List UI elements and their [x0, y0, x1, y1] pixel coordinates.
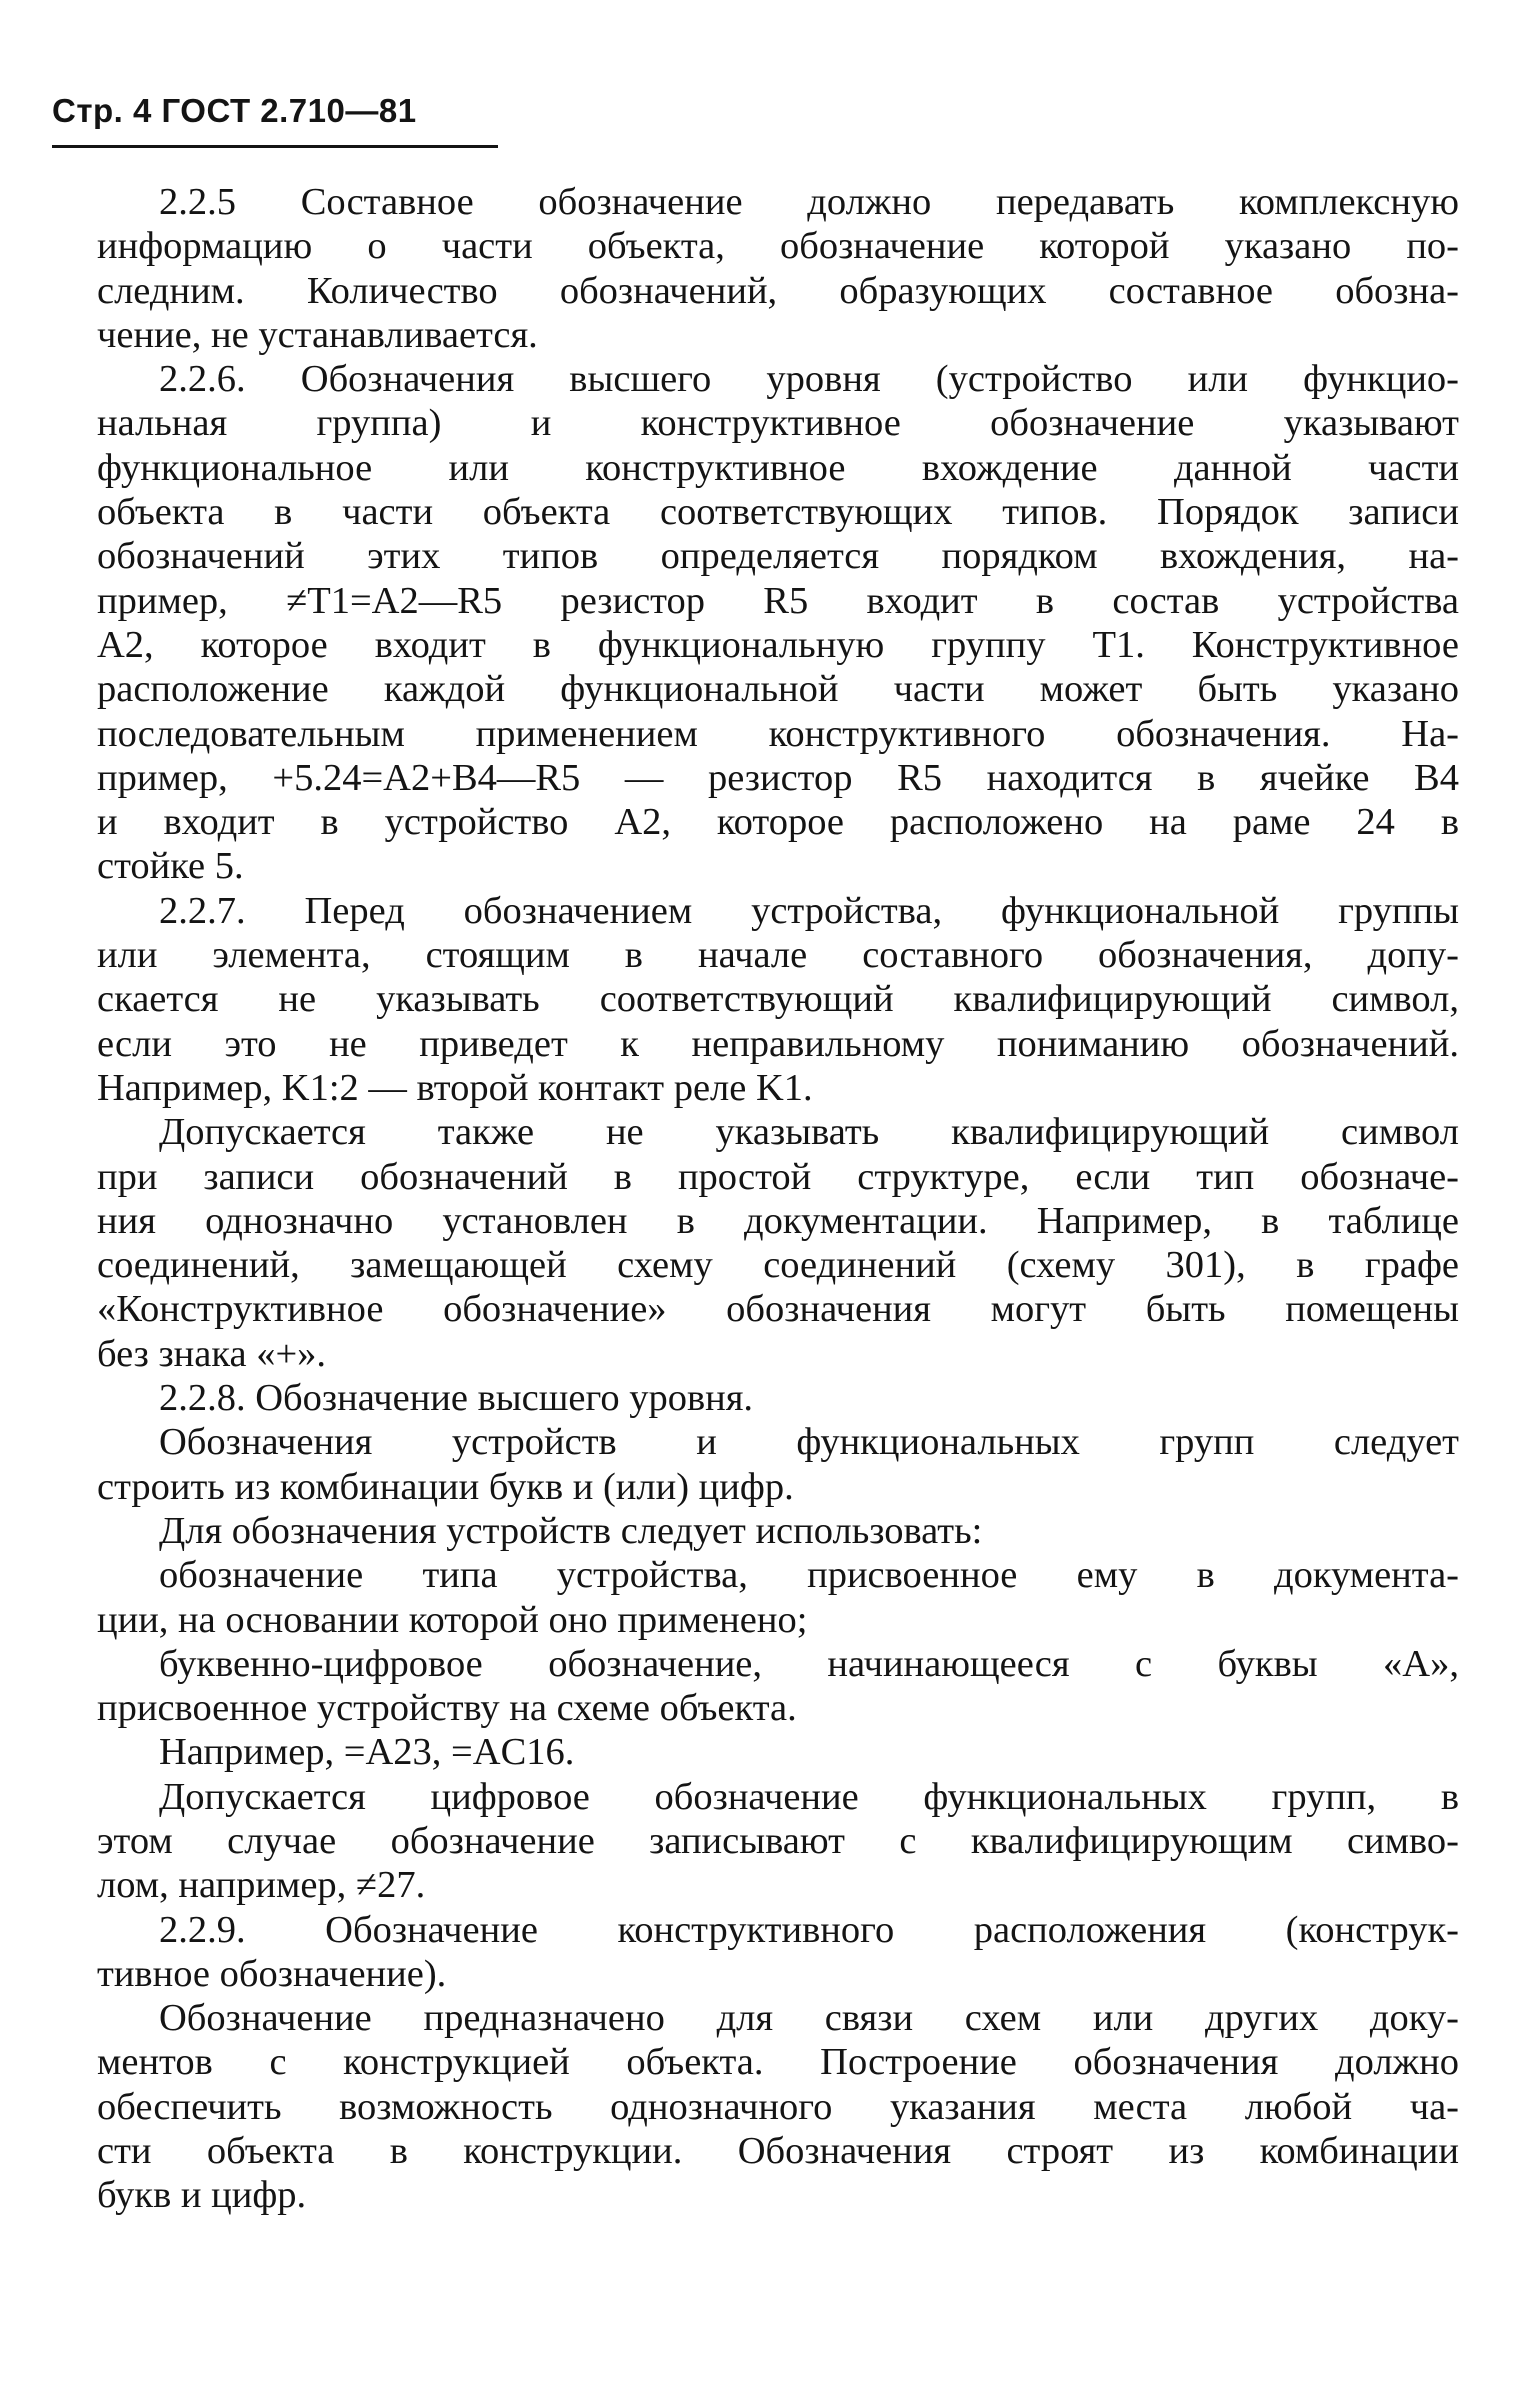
- text-line: обозначение типа устройства, присвоенное ему в документа-: [159, 1554, 1459, 1597]
- text-line: обозначений этих типов определяется порядком вхождения, на-: [97, 535, 1459, 578]
- text-line: буквенно-цифровое обозначение, начинающееся с буквы «А»,: [159, 1642, 1459, 1685]
- text-line: пример, ≠T1=A2—R5 резистор R5 входит в состав устройства: [97, 579, 1459, 622]
- text-line: 2.2.6. Обозначения высшего уровня (устройство или функцио-: [159, 358, 1459, 401]
- text-line: Обозначение предназначено для связи схем или других доку-: [159, 1997, 1459, 2040]
- text-line: Обозначения устройств и функциональных групп следует: [159, 1421, 1459, 1464]
- text-line: пример, +5.24=A2+B4—R5 — резистор R5 находится в ячейке B4: [97, 756, 1459, 799]
- text-line: информацию о части объекта, обозначение которой указано по-: [97, 225, 1459, 268]
- text-line: Например, =A23, =AC16.: [159, 1731, 575, 1774]
- text-line: стойке 5.: [97, 845, 244, 888]
- text-line: 2.2.9. Обозначение конструктивного расположения (конструк-: [159, 1908, 1459, 1951]
- text-line: 2.2.5 Составное обозначение должно передавать комплексную: [159, 181, 1459, 223]
- text-line: если это не приведет к неправильному пониманию обозначений.: [97, 1022, 1459, 1065]
- text-line: последовательным применением конструктивного обозначения. На-: [97, 712, 1459, 755]
- text-line: строить из комбинации букв и (или) цифр.: [97, 1465, 794, 1508]
- text-line: 2.2.8. Обозначение высшего уровня.: [159, 1377, 754, 1420]
- text-line: этом случае обозначение записывают с квалифицирующим симво-: [97, 1819, 1459, 1862]
- page-header: Стр. 4 ГОСТ 2.710—81: [52, 92, 417, 129]
- text-line: сти объекта в конструкции. Обозначения строят из комбинации: [97, 2130, 1459, 2173]
- text-line: A2, которое входит в функциональную группу T1. Конструктивное: [97, 623, 1459, 666]
- text-line: следним. Количество обозначений, образующих составное обозна-: [97, 269, 1459, 312]
- text-line: Допускается цифровое обозначение функциональных групп, в: [159, 1775, 1459, 1818]
- header-rule: [52, 145, 498, 148]
- document-body: [97, 180, 1459, 2218]
- text-line: скается не указывать соответствующий квалифицирующий символ,: [97, 978, 1459, 1021]
- text-line: или элемента, стоящим в начале составного обозначения, допу-: [97, 934, 1459, 977]
- text-line: расположение каждой функциональной части может быть указано: [97, 668, 1459, 711]
- text-line: Для обозначения устройств следует использовать:: [159, 1509, 983, 1552]
- text-line: Допускается также не указывать квалифицирующий символ: [159, 1111, 1459, 1154]
- text-line: 2.2.7. Перед обозначением устройства, функциональной группы: [159, 889, 1459, 932]
- text-line: чение, не устанавливается.: [97, 313, 538, 356]
- text-line: объекта в части объекта соответствующих типов. Порядок записи: [97, 491, 1459, 534]
- text-line: ции, на основании которой оно применено;: [97, 1598, 808, 1641]
- text-line: лом, например, ≠27.: [97, 1864, 426, 1907]
- text-line: ния однозначно установлен в документации. Например, в таблице: [97, 1199, 1459, 1242]
- text-line: нальная группа) и конструктивное обозначение указывают: [97, 402, 1459, 445]
- text-line: «Конструктивное обозначение» обозначения могут быть помещены: [97, 1288, 1459, 1331]
- text-line: соединений, замещающей схему соединений (схему 301), в графе: [97, 1244, 1459, 1287]
- text-line: обеспечить возможность однозначного указания места любой ча-: [97, 2085, 1459, 2128]
- text-line: при записи обозначений в простой структуре, если тип обозначе-: [97, 1155, 1459, 1198]
- text-line: букв и цифр.: [97, 2174, 307, 2217]
- text-line: Например, K1:2 — второй контакт реле K1.: [97, 1066, 813, 1109]
- text-line: ментов с конструкцией объекта. Построение обозначения должно: [97, 2041, 1459, 2084]
- text-line: тивное обозначение).: [97, 1952, 447, 1995]
- text-line: присвоенное устройству на схеме объекта.: [97, 1687, 797, 1730]
- text-line: функциональное или конструктивное вхождение данной части: [97, 446, 1459, 489]
- text-line: без знака «+».: [97, 1332, 327, 1375]
- text-line: и входит в устройство A2, которое расположено на раме 24 в: [97, 801, 1459, 844]
